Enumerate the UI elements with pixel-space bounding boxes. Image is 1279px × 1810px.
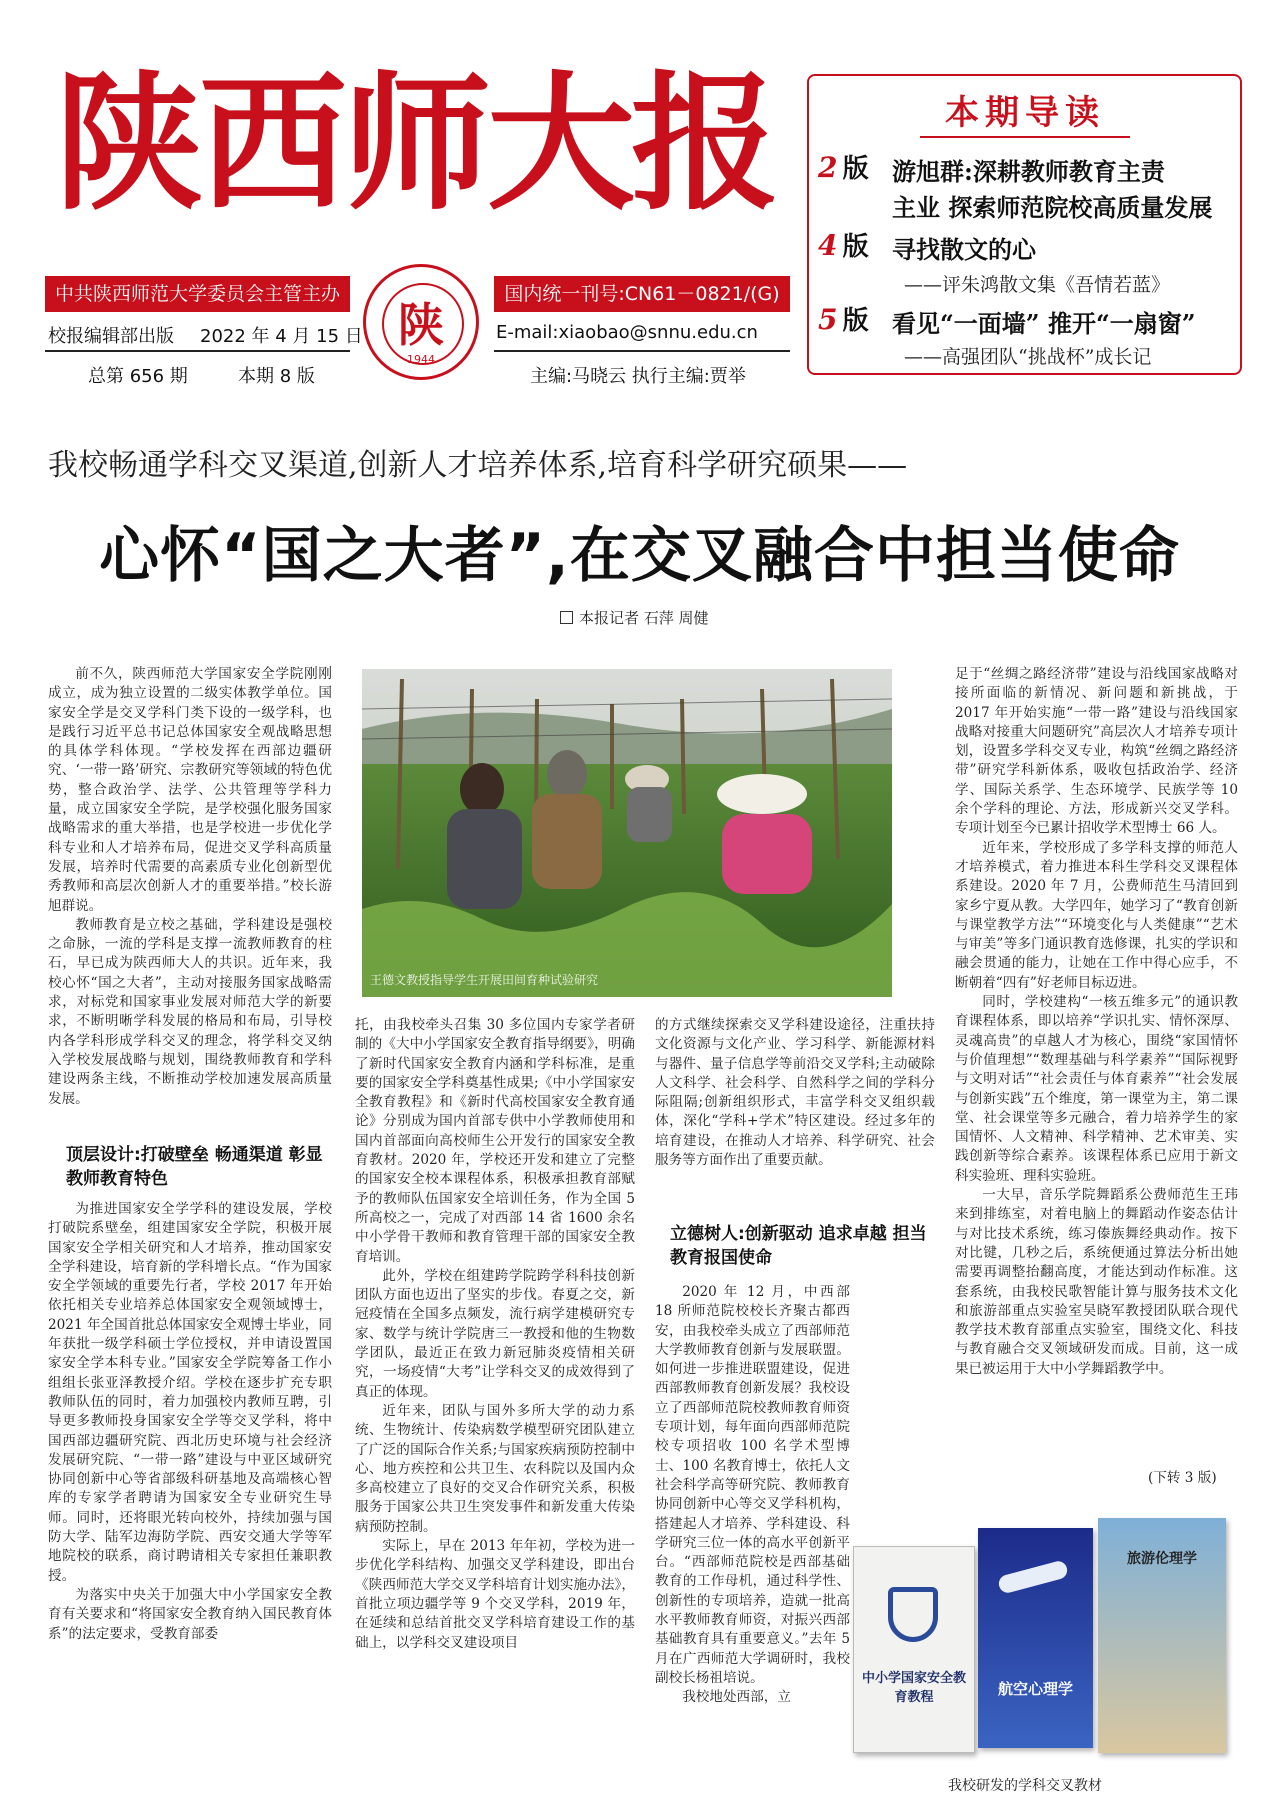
issue-total: 总第 656 期: [88, 366, 188, 387]
guide-item-title[interactable]: 寻找散文的心: [892, 235, 1036, 264]
book-cover: [978, 1528, 1093, 1748]
guide-page-number: 4: [818, 229, 838, 262]
photo-illustration: [362, 669, 892, 997]
guide-item-subtitle: ——评朱鸿散文集《吾情若蓝》: [904, 274, 1171, 296]
seal-character: 陕: [398, 298, 444, 352]
paragraph: 近年来，团队与国外多所大学的动力系统、生物统计、传染病数学模型研究团队建立了广泛的国际合作关系;与国家疾病预防控制中心、地方疾控和公共卫生、农科院以及国内众多高校建立了良好的交叉合作研究关系，积极服务于国家公共卫生突发事件和新发重大传染病预防控制。: [355, 1402, 635, 1535]
article-byline: [560, 607, 709, 628]
book-title: 航空心理学: [997, 1680, 1073, 1698]
seal-year: 1944: [407, 353, 435, 366]
field-research-photo: [362, 669, 892, 997]
byline-text: 本报记者 石萍 周健: [579, 609, 709, 627]
photo-caption: 王德文教授指导学生开展田间育种试验研究: [370, 973, 599, 987]
issue-guide-title: 本期导读: [920, 90, 1130, 138]
book-cover: [1098, 1518, 1226, 1753]
books-caption: 我校研发的学科交叉教材: [948, 1778, 1102, 1794]
guide-item-title[interactable]: 看见“一面墙” 推开“一扇窗”: [892, 309, 1196, 338]
guide-item[interactable]: [818, 300, 869, 337]
paragraph: 教师教育是立校之基础，学科建设是强校之命脉，一流的学科是支撑一流教师教育的柱石，早已成为陕西师大人的共识。近年来，我校心怀“国之大者”，主动对接服务国家战略需求，对标党和国家事业发展对师范大学的新要求，不断明晰学科发展的格局和布局，引导校内各学科形成学科交叉的理念，将学科交叉纳入学校发展战略与规划，围绕教师教育和学科建设两条主线，不断推动学校加速发展高质量发展。: [48, 916, 332, 1107]
guide-page-label: 版: [842, 306, 869, 336]
guide-item-title[interactable]: 主业 探索师范院校高质量发展: [892, 193, 1213, 222]
guide-item[interactable]: [818, 148, 869, 185]
sponsor-banner: 中共陕西师范大学委员会主管主办: [45, 276, 350, 312]
continued-note: (下转 3 版): [1148, 1470, 1217, 1486]
divider: [494, 350, 790, 352]
guide-page-number: 2: [818, 151, 838, 184]
textbooks-photo: [853, 1518, 1233, 1768]
paragraph: 近年来，学校形成了多学科支撑的师范人才培养模式，着力推进本科生学科交叉课程体系建设。2020 年 7 月，公费师范生马清回到家乡宁夏从教。大学四年，她学习了“教育创新与课堂教学方法”“环境变化与人类健康”“艺术与审美”等多门通识教育选修课，扎实的学识和融会贯通的能力，让她在工作中得心应手，不断朝着“四有”好老师目标迈进。: [955, 839, 1238, 991]
paragraph: 为推进国家安全学学科的建设发展，学校打破院系壁垒，组建国家安全学院，积极开展国家安全学相关研究和人才培养，推动国家安全学科建设，培育新的学科增长点。“作为国家安全学领域的重要先行者，学校 2017 年开始依托相关专业培养总体国家安全观领域博士，2021 年全国首批总体国家安全观博士毕业，同年获批一级学科硕士学位授权，并申请设置国家安全学本科专业。”国家安全学院筹备工作小组组长张亚泽教授介绍。学校在逐步扩充专职教师队伍的同时，着力加强校内教师互聘，引导更多教师投身国家安全学等交叉学科，将中国西部边疆研究院、西北历史环境与社会经济发展研究院、“一带一路”建设与中亚区域研究协同创新中心等省部级科研基地及高端核心智库的专家学者聘请为国家安全专业研究生导师。同时，还将眼光转向校外，持续加强与国防大学、陆军边海防学院、西安交通大学等军地院校的联系，商讨聘请相关专家担任兼职教授。: [48, 1201, 332, 1584]
guide-page-number: 5: [818, 303, 838, 336]
paragraph: 托，由我校牵头召集 30 多位国内专家学者研制的《大中小学国家安全教育指导纲要》，明确了新时代国家安全教育内涵和学科标准，是重要的国家安全学科奠基性成果;《中小学国家安全教育教程》和《新时代高校国家安全教育通论》分别成为国内首部专供中小学教师使用和国内首部面向高校师生公开发行的国家安全教育教材。2020 年，学校还开发和建立了完整的国家安全校本课程体系，积极承担教育部赋予的教师队伍国家安全培训任务，作为全国 5 所高校之一，完成了对西部 14 省 1600 余名中小学骨干教师和教育管理干部的国家安全教育培训。: [355, 1017, 635, 1265]
guide-item-title[interactable]: 游旭群:深耕教师教育主责: [892, 157, 1165, 186]
editors: 主编:马晓云 执行主编:贾举: [530, 366, 746, 387]
article-headline: 心怀“国之大者”,在交叉融合中担当使命: [99, 521, 1180, 591]
issue-date: 2022 年 4 月 15 日: [200, 326, 363, 347]
book-title: 旅游伦理学: [1127, 1551, 1197, 1567]
guide-item-subtitle: ——高强团队“挑战杯”成长记: [904, 346, 1152, 368]
shield-icon: [888, 1587, 938, 1642]
article-kicker: 我校畅通学科交叉渠道,创新人才培养体系,培育科学研究硕果——: [48, 448, 908, 483]
paragraph: 一大早，音乐学院舞蹈系公费师范生王玮来到排练室，对着电脑上的舞蹈动作姿态估计与对比技术系统，练习傣族舞经典动作。按下对比键，几秒之后，系统便通过算法分析出她需要再调整抬翻高度，才能达到动作标准。这套系统，由我校民歌智能计算与服务技术文化和旅游部重点实验室吴晓军教授团队联合现代教学技术教育部重点实验室，围绕文化、科技与教育融合交叉领域研发而成。目前，这一成果已被运用于大中小学舞蹈教学中。: [955, 1187, 1238, 1377]
section-heading: 立德树人:创新驱动 追求卓越 担当教育报国使命: [670, 1224, 927, 1268]
section-heading: 顶层设计:打破壁垒 畅通渠道 彰显教师教育特色: [66, 1145, 323, 1189]
guide-item[interactable]: [818, 226, 869, 263]
masthead-title: 陕西师大报: [55, 56, 775, 230]
article-column-2: [355, 1016, 635, 1791]
article-column-1: [48, 665, 332, 1135]
guide-page-label: 版: [842, 154, 869, 184]
divider: [45, 350, 350, 352]
paragraph: 我校地处西部，立: [682, 1689, 791, 1706]
paragraph: 2020 年 12 月，中西部 18 所师范院校校长齐聚古都西安，由我校牵头成立了西部师范大学教师教育创新与发展联盟。如何进一步推进联盟建设，促进西部教师教育创新发展？我校设立了西部师范院校教师教育师资专项计划，每年面向西部师范院校专项招收 100 名学术型博士、100 名教育博士，依托人文社会科学高等研究院、教师教育协同创新中心等交叉学科机构，搭建起人才培养、学科建设、科学研究三位一体的高水平创新平台。“西部师范院校是西部基础教育的工作母机，通过科学性、创新性的专项培养，造就一批高水平教师教育师资，对振兴西部基础教育具有重要意义。”去年 5 月在广西师范大学调研时，我校副校长杨祖培说。: [655, 1284, 850, 1686]
book-cover: [853, 1546, 975, 1753]
article-column-3-cont: [655, 1283, 850, 1788]
paragraph: 足于“丝绸之路经济带”建设与沿线国家战略对接所面临的新情况、新问题和新挑战，于 2017 年开始实施“一带一路”建设与沿线国家战略对接重大问题研究”高层次人才培养专项计划，设置多学科交叉专业，构筑“丝绸之路经济带”研究学科新体系，吸收包括政治学、经济学、国际关系学、生态环境学、民族学等 10 余个学科的理论、方法，形成新兴交叉学科。专项计划至今已累计招收学术型博士 66 人。: [955, 666, 1238, 837]
page-count: 本期 8 版: [238, 366, 315, 387]
article-column-4: [955, 665, 1238, 1485]
email[interactable]: E-mail:xiaobao@snnu.edu.cn: [496, 322, 758, 343]
university-seal: [363, 264, 479, 380]
article-column-3: [655, 1016, 935, 1206]
publisher: 校报编辑部出版: [48, 326, 174, 347]
book-title: 中小学国家安全教育教程: [861, 1671, 966, 1705]
paragraph: 同时，学校建构“一核五维多元”的通识教育课程体系，即以培养“学识扎实、情怀深厚、灵魂高贵”的卓越人才为核心，围绕“家国情怀与价值理想”“数理基础与科学素养”“国际视野与文明对话”“社会责任与体育素养”“社会发展与创新实践”五个维度，第一课堂为主，第二课堂、社会课堂等多元融合，着力培养学生的家国情怀、人文精神、科学精神、艺术审美、实践创新等综合素养。该课程体系已应用于新文科实验班、理科实验班。: [955, 994, 1238, 1184]
article-column-1-cont: [48, 1200, 332, 1785]
paragraph: 此外，学校在组建跨学院跨学科科技创新团队方面也迈出了坚实的步伐。春夏之交，新冠疫情在全国多点频发，流行病学建模研究专家、数学与统计学院唐三一教授和他的生物数学团队，最近正在致力新冠肺炎疫情相关研究，一场疫情“大考”让学科交叉的成效得到了真正的体现。: [355, 1267, 635, 1400]
paragraph: 的方式继续探索交叉学科建设途径，注重扶持文化资源与文化产业、学习科学、新能源材料与器件、量子信息学等前沿交叉学科;主动破除人文科学、社会科学、自然科学之间的学科分际阻隔;创新组织形式，丰富学科交叉组织载体，深化“学科+学术”特区建设。经过多年的培育建设，在推动人才培养、科学研究、社会服务等方面作出了重要贡献。: [655, 1017, 935, 1169]
paragraph: 实际上，早在 2013 年年初，学校为进一步优化学科结构、加强交叉学科建设，即出台《陕西师范大学交叉学科培育计划实施办法》，首批立项边疆学等 9 个交叉学科，2019 年，在延续和总结首批交叉学科培育建设工作的基础上，以学科交叉建设项目: [355, 1538, 635, 1651]
cn-number-banner: 国内统一刊号:CN61－0821/(G): [494, 276, 790, 312]
paragraph: 为落实中央关于加强大中小学国家安全教育有关要求和“将国家安全教育纳入国民教育体系”的法定要求，受教育部委: [48, 1586, 332, 1642]
paragraph: 前不久，陕西师范大学国家安全学院刚刚成立，成为独立设置的二级实体教学单位。国家安全学是交叉学科门类下设的一级学科，也是践行习近平总书记总体国家安全观战略思想的具体学科体现。“学校发挥在西部边疆研究、‘一带一路’研究、宗教研究等领域的特色优势，整合政治学、法学、公共管理等学科力量，成立国家安全学院，是学校强化服务国家战略需求的重大举措，也是学校进一步优化学科专业和人才培养布局，促进交叉学科高质量发展，培养时代需要的高素质专业化创新型优秀教师和高层次创新人才的重要举措。”校长游旭群说。: [48, 666, 332, 914]
airplane-icon: [997, 1559, 1069, 1595]
guide-page-label: 版: [842, 232, 869, 262]
